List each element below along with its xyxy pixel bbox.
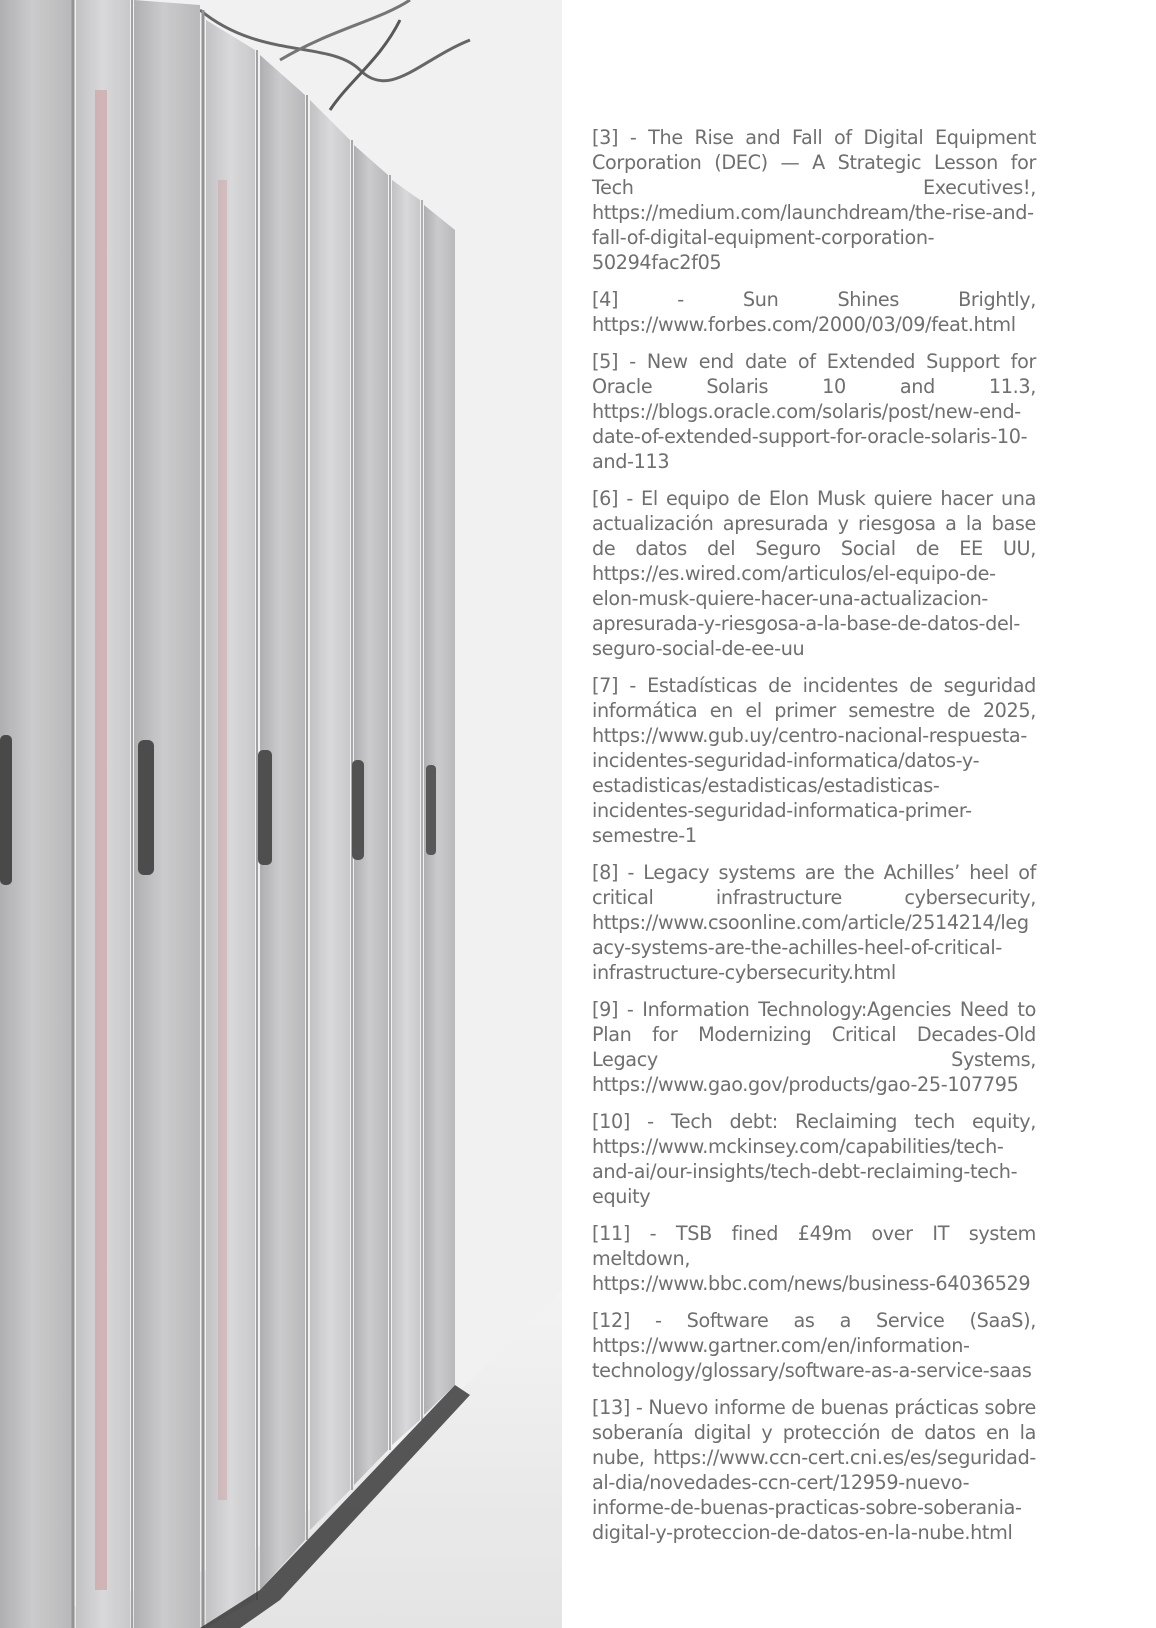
reference-number: [12] <box>592 1309 630 1332</box>
reference-number: [3] <box>592 126 619 149</box>
reference-number: [5] <box>592 350 619 373</box>
reference-text[interactable]: - Sun Shines Brightly, https://www.forbes.com/2000/03/09/feat.html <box>592 288 1036 336</box>
reference-text[interactable]: - New end date of Extended Support for Oracle Solaris 10 and 11.3, https://blogs.oracle.com/solaris/post/new-end-date-of-extended-support-for-oracle-solaris-10-and-113 <box>592 350 1036 473</box>
reference-number: [9] <box>592 998 619 1021</box>
reference-item <box>592 1109 1036 1209</box>
reference-text[interactable]: - TSB fined £49m over IT system meltdown, https://www.bbc.com/news/business-64036529 <box>592 1222 1037 1295</box>
reference-text[interactable]: - Nuevo informe de buenas prácticas sobre soberanía digital y protección de datos en la nube, https://www.ccn-cert.cni.es/es/seguridad-al-dia/novedades-ccn-cert/12959-nuevo-informe-de-buenas-practicas-sobre-soberania-digital-y-proteccion-de-datos-en-la-nube.html <box>592 1396 1036 1544</box>
reference-number: [8] <box>592 861 619 884</box>
reference-text[interactable]: - Tech debt: Reclaiming tech equity, https://www.mckinsey.com/capabilities/tech-and-ai/our-insights/tech-debt-reclaiming-tech-equity <box>592 1110 1037 1208</box>
reference-text[interactable]: - Estadísticas de incidentes de seguridad informática en el primer semestre de 2025, https://www.gub.uy/centro-nacional-respuesta-incidentes-seguridad-informatica/datos-y-estadisticas/estadisticas/estadisticas-incidentes-seguridad-informatica-primer-semestre-1 <box>592 674 1036 847</box>
reference-text[interactable]: - The Rise and Fall of Digital Equipment Corporation (DEC) — A Strategic Lesson for Tech Executives!, https://medium.com/launchdream/the-rise-and-fall-of-digital-equipment-corporation-50294fac2f05 <box>592 126 1037 274</box>
reference-item <box>592 1308 1036 1383</box>
reference-text[interactable]: - Software as a Service (SaaS), https://www.gartner.com/en/information-technology/glossary/software-as-a-service-saas <box>592 1309 1037 1382</box>
reference-text[interactable]: - Legacy systems are the Achilles’ heel of critical infrastructure cybersecurity, https://www.csoonline.com/article/2514214/legacy-systems-are-the-achilles-heel-of-critical-infrastructure-cybersecurity.html <box>592 861 1036 984</box>
server-racks-illustration <box>0 0 562 1628</box>
server-rack-photo <box>0 0 562 1628</box>
reference-item <box>592 486 1036 661</box>
reference-number: [11] <box>592 1222 630 1245</box>
reference-item <box>592 349 1036 474</box>
reference-number: [10] <box>592 1110 630 1133</box>
reference-number: [6] <box>592 487 619 510</box>
reference-number: [13] <box>592 1396 630 1419</box>
reference-number: [4] <box>592 288 619 311</box>
reference-number: [7] <box>592 674 619 697</box>
reference-item <box>592 125 1036 275</box>
reference-text[interactable]: - Information Technology:Agencies Need to Plan for Modernizing Critical Decades-Old Legacy Systems, https://www.gao.gov/products/gao-25-107795 <box>592 998 1036 1096</box>
reference-item <box>592 287 1036 337</box>
reference-item <box>592 1395 1036 1545</box>
reference-item <box>592 997 1036 1097</box>
reference-item <box>592 1221 1036 1296</box>
reference-item <box>592 673 1036 848</box>
reference-text[interactable]: - El equipo de Elon Musk quiere hacer una actualización apresurada y riesgosa a la base de datos del Seguro Social de EE UU, https://es.wired.com/articulos/el-equipo-de-elon-musk-quiere-hacer-una-actualizacion-apresurada-y-riesgosa-a-la-base-de-datos-del-seguro-social-de-ee-uu <box>592 487 1036 660</box>
references-list <box>592 125 1036 1557</box>
reference-item <box>592 860 1036 985</box>
